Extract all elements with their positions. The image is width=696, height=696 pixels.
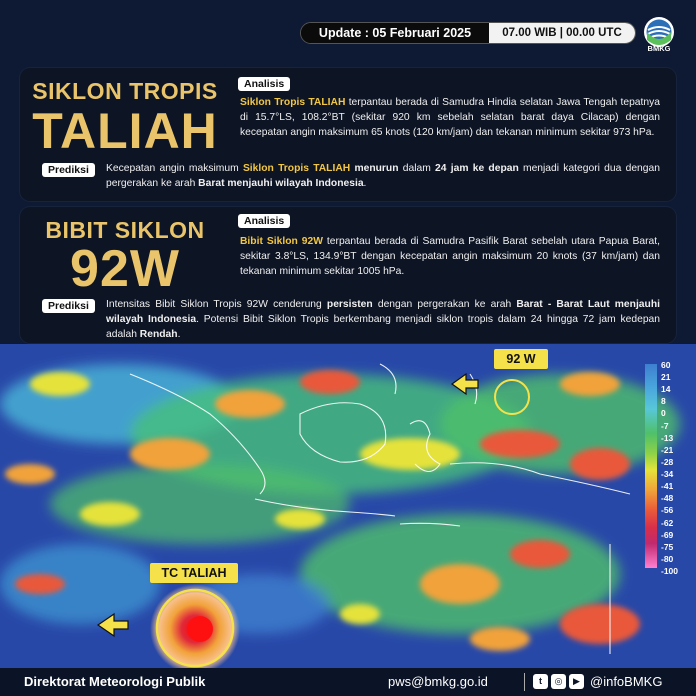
legend-label: 8 [661, 396, 666, 407]
legend-label: -28 [661, 456, 674, 467]
seed-analysis-text: Bibit Siklon 92W terpantau berada di Samudra Pasifik Barat sebelah utara Papua Barat, sekitar 3.8°LS, 134.9°BT dengan kecepatan angin maksimum 20 knots (37 km/jam) dan tekanan minimum sekitar 1005 hPa. [240, 236, 660, 277]
legend-label: -56 [661, 505, 674, 516]
cyclone-title-top: SIKLON TROPIS [32, 78, 218, 104]
cyclone-panel [20, 68, 676, 201]
footer-org: Direktorat Meteorologi Publik [24, 674, 206, 689]
footer-email[interactable]: pws@bmkg.go.id [388, 674, 488, 689]
analysis-tag: Analisis [238, 77, 290, 91]
legend-label: 21 [661, 372, 671, 383]
analysis-tag: Analisis [238, 214, 290, 228]
satellite-map [0, 344, 696, 668]
legend-label: -21 [661, 444, 674, 455]
label-tc-taliah: TC TALIAH [150, 563, 238, 583]
prediction-tag: Prediksi [42, 163, 95, 177]
label-92w: 92 W [494, 349, 548, 369]
seed-panel [20, 207, 676, 343]
cyclone-title-name: TALIAH [32, 103, 218, 159]
prediction-tag: Prediksi [42, 299, 95, 313]
footer-handle[interactable]: @infoBMKG [590, 674, 663, 689]
legend-label: -100 [661, 566, 679, 576]
logo-text: BMKG [647, 44, 671, 53]
update-bar [300, 22, 636, 44]
update-time: 07.00 WIB | 00.00 UTC [489, 23, 635, 43]
twitter-icon[interactable]: t [533, 674, 548, 689]
legend-label: -48 [661, 493, 674, 504]
youtube-icon[interactable]: ▶ [569, 674, 584, 689]
legend-label: -13 [661, 432, 674, 443]
legend-label: -34 [661, 469, 674, 480]
legend-label: -75 [661, 541, 674, 552]
legend-label: 60 [661, 360, 671, 370]
seed-prediction-text: Intensitas Bibit Siklon Tropis 92W cenderung persisten dengan pergerakan ke arah Barat - Barat Laut menjauhi wilayah Indonesia. Potensi Bibit Siklon Tropis berkembang menjadi siklon tropis dalam 24 hingga 72 jam kedepan adalah Rendah. [106, 299, 660, 340]
seed-title-top: BIBIT SIKLON [45, 217, 205, 243]
legend-label: -80 [661, 553, 674, 564]
temperature-legend [645, 360, 689, 576]
cyclone-prediction-text: Kecepatan angin maksimum Siklon Tropis TALIAH menurun dalam 24 jam ke depan menjadi kategori dua dengan pergerakan ke arah Barat menjauhi wilayah Indonesia. [106, 163, 660, 189]
seed-title-name: 92W [70, 240, 180, 298]
legend-label: -7 [661, 420, 669, 431]
legend-label: 0 [661, 408, 666, 419]
satellite-imagery [0, 344, 696, 668]
social-icons [533, 674, 584, 689]
legend-label: -62 [661, 517, 674, 528]
legend-label: -69 [661, 529, 674, 540]
legend-label: 14 [661, 384, 671, 395]
footer-separator [524, 673, 525, 691]
legend-label: -41 [661, 481, 674, 492]
legend-color-bar [645, 364, 657, 568]
footer [0, 668, 696, 696]
instagram-icon[interactable]: ◎ [551, 674, 566, 689]
update-date: Update : 05 Februari 2025 [301, 23, 489, 43]
cyclone-analysis-text: Siklon Tropis TALIAH terpantau berada di Samudra Hindia selatan Jawa Tengah tepatnya di 15.7°LS, 108.2°BT (sekitar 920 km sebelah selatan barat daya Cilacap) dengan kecepatan angin maksimum 65 knots (120 km/jam) dan tekanan minimum sekitar 973 hPa. [240, 97, 660, 138]
